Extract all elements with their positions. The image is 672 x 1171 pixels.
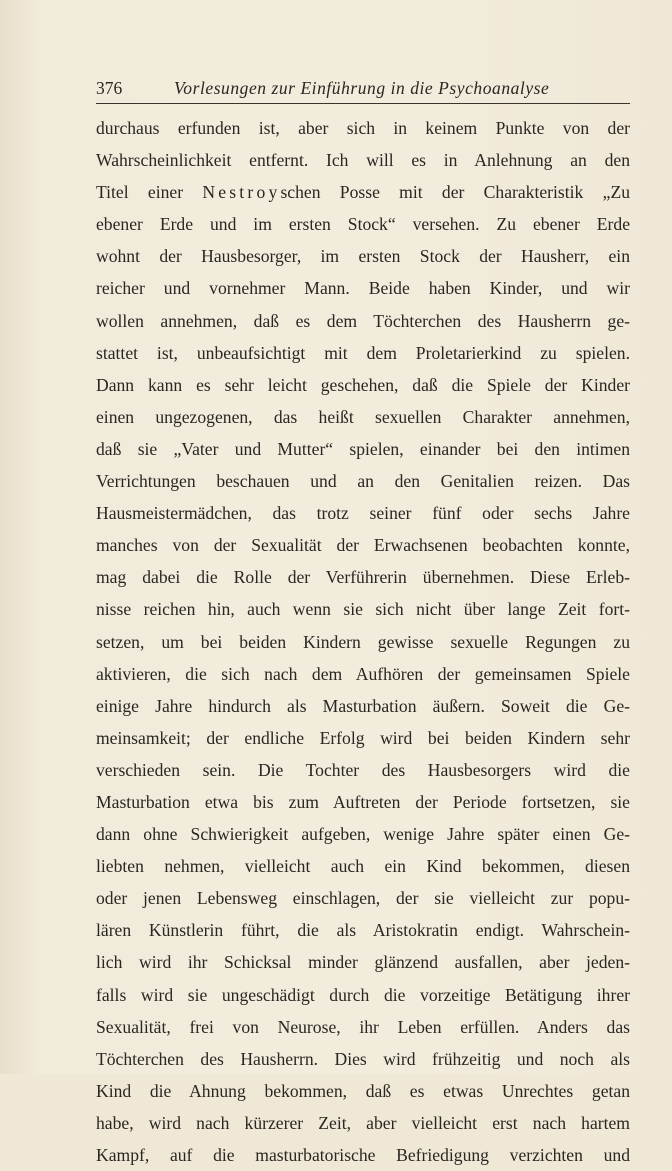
text-line: Kind die Ahnung bekommen, daß es etwas Unrechtes getan — [96, 1080, 630, 1101]
text-line: setzen, um bei beiden Kindern gewisse sexuelle Regungen zu — [96, 631, 630, 652]
text-line: meinsamkeit; der endliche Erfolg wird bei beiden Kindern sehr — [96, 727, 630, 748]
body-text — [96, 112, 630, 1171]
text-line: dann ohne Schwierigkeit aufgeben, wenige Jahre später einen Ge- — [96, 824, 630, 845]
text-line: wollen annehmen, daß es dem Töchterchen des Hausherrn ge- — [96, 310, 630, 331]
text-line: mag dabei die Rolle der Verführerin übernehmen. Diese Erleb- — [96, 567, 630, 588]
text-line: Hausmeistermädchen, das trotz seiner fünf oder sechs Jahre — [96, 503, 630, 524]
text-line: Verrichtungen beschauen und an den Genitalien reizen. Das — [96, 471, 630, 492]
text-line: daß sie „Vater und Mutter“ spielen, einander bei den intimen — [96, 438, 630, 459]
text-line: nisse reichen hin, auch wenn sie sich nicht über lange Zeit fort- — [96, 599, 630, 620]
text-line: aktivieren, die sich nach dem Aufhören der gemeinsamen Spiele — [96, 663, 630, 684]
text-line: reicher und vornehmer Mann. Beide haben Kinder, und wir — [96, 278, 630, 299]
text-line: ebener Erde und im ersten Stock“ versehen. Zu ebener Erde — [96, 214, 630, 235]
text-line: habe, wird nach kürzerer Zeit, aber vielleicht erst nach hartem — [96, 1112, 630, 1133]
text-line: lich wird ihr Schicksal minder glänzend ausfallen, aber jeden- — [96, 952, 630, 973]
header-rule — [96, 103, 630, 104]
page-number: 376 — [96, 78, 123, 98]
author-name-spaced: Nestroy — [202, 182, 281, 203]
text-line: Masturbation etwa bis zum Auftreten der Periode fortsetzen, sie — [96, 791, 630, 812]
text-line: lären Künstlerin führt, die als Aristokratin endigt. Wahrschein- — [96, 920, 630, 941]
text-line: einen ungezogenen, das heißt sexuellen Charakter annehmen, — [96, 406, 630, 427]
text-line: Töchterchen des Hausherrn. Dies wird frühzeitig und noch als — [96, 1048, 630, 1069]
text-line: liebten nehmen, vielleicht auch ein Kind bekommen, diesen — [96, 856, 630, 877]
text-fragment: Titel einer — [96, 182, 203, 203]
page-header — [96, 74, 630, 102]
text-line: falls wird sie ungeschädigt durch die vorzeitige Betätigung ihrer — [96, 984, 630, 1005]
text-line: wohnt der Hausbesorger, im ersten Stock der Hausherr, ein — [96, 246, 630, 267]
text-line: Dann kann es sehr leicht geschehen, daß die Spiele der Kinder — [96, 374, 630, 395]
text-line: stattet ist, unbeaufsichtigt mit dem Proletarierkind zu spielen. — [96, 342, 630, 363]
text-line: einige Jahre hindurch als Masturbation äußern. Soweit die Ge- — [96, 695, 630, 716]
text-line — [96, 176, 630, 208]
text-fragment: schen Posse mit der Charakteristik „Zu — [280, 182, 630, 203]
text-line: Sexualität, frei von Neurose, ihr Leben erfüllen. Anders das — [96, 1016, 630, 1037]
running-title: Vorlesungen zur Einführung in die Psychoanalyse — [174, 78, 550, 98]
text-line: Kampf, auf die masturbatorische Befriedigung verzichten und — [96, 1145, 630, 1165]
text-line: verschieden sein. Die Tochter des Hausbesorgers wird die — [96, 759, 630, 780]
text-line: manches von der Sexualität der Erwachsenen beobachten konnte, — [96, 535, 630, 556]
text-line: oder jenen Lebensweg einschlagen, der sie vielleicht zur popu- — [96, 888, 630, 909]
text-line: durchaus erfunden ist, aber sich in keinem Punkte von der — [96, 118, 630, 138]
text-line: Wahrscheinlichkeit entfernt. Ich will es in Anlehnung an den — [96, 150, 630, 171]
